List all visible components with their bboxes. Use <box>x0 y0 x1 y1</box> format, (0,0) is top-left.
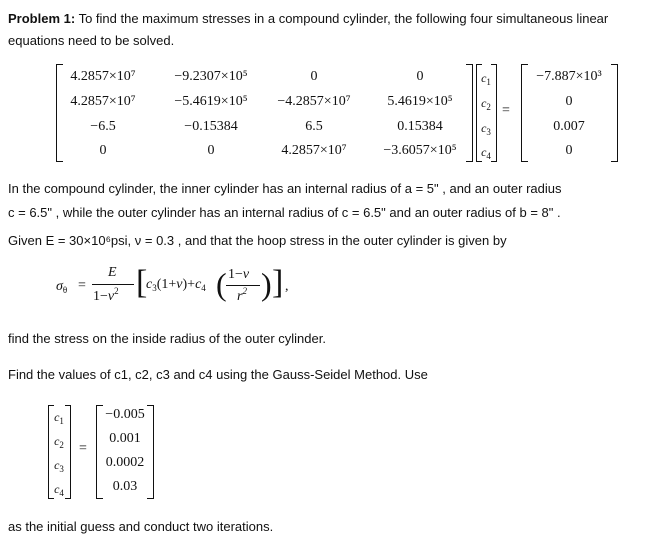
paragraph-geometry-line2: c = 6.5" , while the outer cylinder has an internal radius of c = 6.5" and an outer radius of b = 8" . <box>8 205 561 220</box>
guess-value: −0.005 <box>105 407 145 422</box>
guess-unknown-c1: $c_1$ <box>54 410 64 426</box>
matrix-cell: 0 <box>99 143 107 158</box>
matrix-cell: 0 <box>416 69 424 84</box>
matrix-cell: −5.4619×10⁵ <box>174 94 248 109</box>
paragraph-geometry-line3: Given E = 30×10⁶psi, ν = 0.3 , and that the hoop stress in the outer cylinder is given by <box>8 233 507 248</box>
unknown-c3: $c_3$ <box>481 121 491 137</box>
matrix-cell: 4.2857×10⁷ <box>70 94 136 109</box>
matrix-cell: −4.2857×10⁷ <box>277 94 351 109</box>
unknown-c1: $c_1$ <box>481 71 491 87</box>
matrix-cell: −0.15384 <box>184 119 238 134</box>
guess-unknown-c4: $c_4$ <box>54 482 64 498</box>
rhs-cell: 0 <box>565 94 573 109</box>
unknowns-right-bracket <box>491 64 497 162</box>
matrix-cell: 6.5 <box>305 119 323 134</box>
matrix-cell: 5.4619×10⁵ <box>387 94 453 109</box>
matrix-cell: −6.5 <box>90 119 116 134</box>
guess-value: 0.03 <box>112 479 138 494</box>
problem-intro-line2: equations need to be solved. <box>8 33 175 48</box>
problem-statement <box>8 11 608 27</box>
guess-unknown-c3: $c_3$ <box>54 458 64 474</box>
matrix-cell: 0.15384 <box>397 119 443 134</box>
guess-values-left-bracket <box>96 405 103 499</box>
equals-sign: = <box>502 103 510 118</box>
matrix-cell: −3.6057×10⁵ <box>383 143 457 158</box>
guess-equals-sign: = <box>79 441 87 456</box>
guess-unknown-c2: $c_2$ <box>54 434 64 450</box>
paragraph-initial-guess: as the initial guess and conduct two iterations. <box>8 519 274 534</box>
unknown-c4: $c_4$ <box>481 145 491 161</box>
guess-unknowns-right-bracket <box>65 405 71 499</box>
hoop-stress-formula: $\sigma_\theta$ = E $1-\nu^2$ [ $c_3(1+\nu)+c_4$ ( 1−ν $r^2$ ) ] , <box>56 264 289 304</box>
rhs-cell: −7.887×10³ <box>536 69 602 84</box>
unknown-c2: $c_2$ <box>481 96 491 112</box>
matrix-right-bracket <box>466 64 473 162</box>
problem-intro: To find the maximum stresses in a compound cylinder, the following four simultaneous linear <box>78 11 609 26</box>
guess-values-right-bracket <box>147 405 154 499</box>
guess-value: 0.0002 <box>105 455 145 470</box>
rhs-cell: 0 <box>565 143 573 158</box>
paragraph-gauss-seidel: Find the values of c1, c2, c3 and c4 using the Gauss-Seidel Method. Use <box>8 367 428 382</box>
paragraph-find-stress: find the stress on the inside radius of the outer cylinder. <box>8 331 326 346</box>
paragraph-geometry-line1: In the compound cylinder, the inner cylinder has an internal radius of a = 5" , and an outer radius <box>8 181 562 196</box>
guess-value: 0.001 <box>109 431 141 446</box>
matrix-cell: 4.2857×10⁷ <box>70 69 136 84</box>
matrix-cell: 0 <box>310 69 318 84</box>
matrix-left-bracket <box>56 64 63 162</box>
rhs-left-bracket <box>521 64 528 162</box>
matrix-cell: 0 <box>207 143 215 158</box>
matrix-cell: −9.2307×10⁵ <box>174 69 248 84</box>
matrix-cell: 4.2857×10⁷ <box>281 143 347 158</box>
rhs-cell: 0.007 <box>553 119 585 134</box>
problem-label: Problem 1: <box>8 11 76 26</box>
rhs-right-bracket <box>611 64 618 162</box>
